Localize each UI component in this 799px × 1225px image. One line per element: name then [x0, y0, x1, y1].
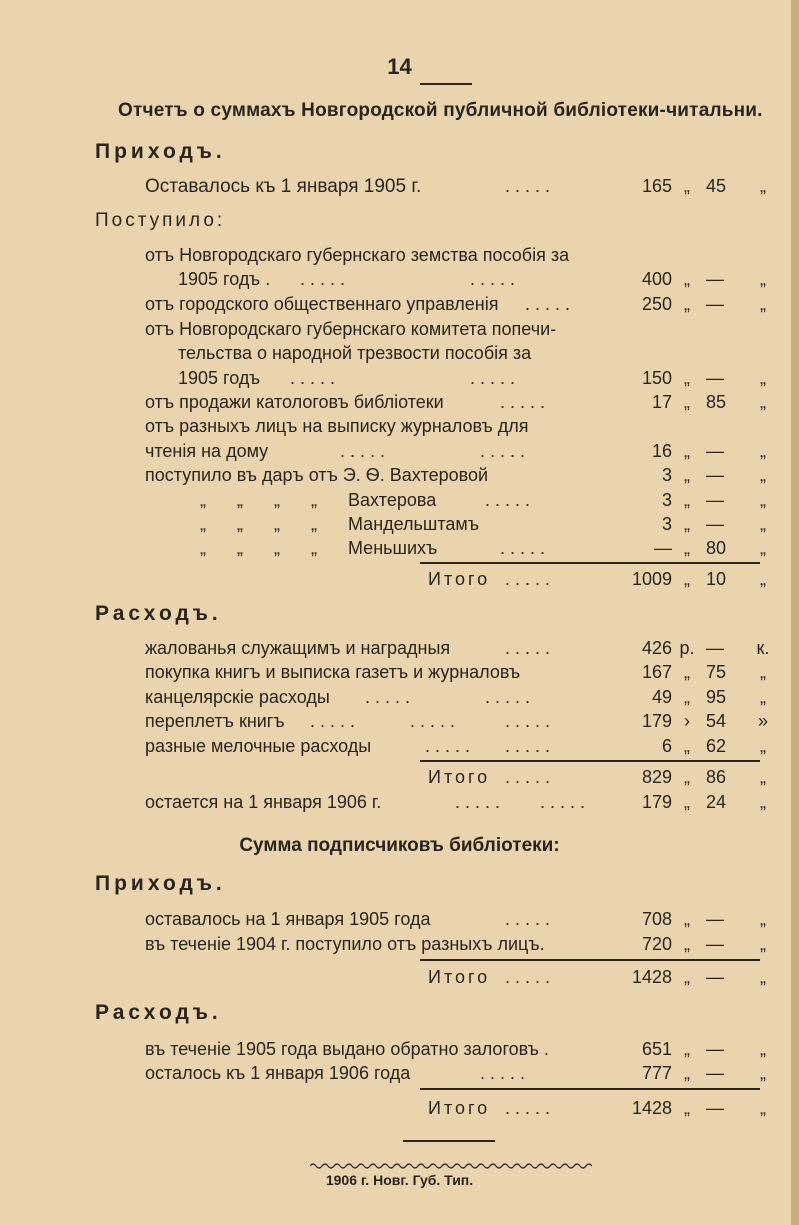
amount-kopecks: 75: [706, 662, 727, 682]
leader-dots: .....: [425, 736, 476, 756]
leader-dots: .....: [480, 441, 531, 461]
total-rubles: 1009: [631, 569, 672, 589]
amount-kopecks: —: [706, 269, 724, 289]
amount-rubles: 400: [641, 269, 672, 289]
ditto-mark: „: [760, 569, 766, 589]
ditto-mark: „: [684, 792, 690, 812]
leader-dots: .....: [505, 176, 556, 196]
total-rule: [420, 760, 760, 762]
leader-dots: .....: [505, 736, 556, 756]
amount-rubles: 426: [641, 638, 672, 658]
ditto-mark: „: [760, 514, 766, 534]
ditto-mark: „: [760, 736, 766, 756]
ditto-mark: „: [760, 934, 766, 954]
ditto-mark: „: [684, 1098, 690, 1118]
kopeck-mark: к.: [756, 638, 770, 658]
report-title: Отчетъ о суммахъ Новгородской публичной библіотеки-читальни.: [118, 100, 763, 121]
item-line: чтенія на дому: [145, 441, 269, 461]
amount-rubles: 250: [641, 294, 672, 314]
balance-label: остается на 1 января 1906 г.: [145, 792, 382, 812]
income-label: въ теченіе 1904 г. поступило отъ разныхъ лицъ.: [145, 934, 545, 954]
total-kopecks: —: [706, 1098, 724, 1118]
leader-dots: .....: [340, 441, 391, 461]
leader-dots: .....: [500, 392, 551, 412]
amount-kopecks: —: [706, 465, 724, 485]
amount-kopecks: —: [706, 490, 724, 510]
total-rubles: 1428: [631, 967, 672, 987]
ditto-mark: „: [684, 967, 690, 987]
ditto-mark: „: [684, 909, 690, 929]
ditto-mark: „: [684, 392, 690, 412]
total-label: Итого: [428, 967, 491, 987]
amount-kopecks: 95: [706, 687, 727, 707]
total-rule: [420, 959, 760, 961]
total-kopecks: 10: [706, 569, 727, 589]
expense-label: канцелярскіе расходы: [145, 687, 330, 707]
ditto-mark: „: [684, 269, 690, 289]
ditto-mark: „: [760, 1039, 766, 1059]
item-line: „ „ „ „ Меньшихъ: [200, 538, 438, 558]
total-rule: [420, 1088, 760, 1090]
ditto-mark: „: [684, 736, 690, 756]
expense-total-label: Итого: [428, 1098, 491, 1118]
expense-label: переплетъ книгъ: [145, 711, 285, 731]
total-kopecks: 86: [706, 767, 727, 787]
closing-rule: [403, 1140, 495, 1142]
ditto-mark: „: [760, 767, 766, 787]
expense-total-label: Итого: [428, 767, 491, 787]
ditto-mark: „: [760, 538, 766, 558]
amount-rubles: 708: [641, 909, 672, 929]
leader-dots: .....: [365, 687, 416, 707]
item-line: поступило въ даръ отъ Э. Ѳ. Вахтеровой: [145, 465, 489, 485]
page-number-rule: [420, 83, 472, 85]
ditto-mark: „: [760, 909, 766, 929]
mark: ›: [684, 711, 690, 731]
amount-kopecks: 54: [706, 711, 727, 731]
amount-rubles: 179: [641, 711, 672, 731]
ditto-mark: „: [684, 294, 690, 314]
leader-dots: .....: [470, 269, 521, 289]
leader-dots: .....: [500, 538, 551, 558]
ditto-mark: „: [760, 967, 766, 987]
amount-kopecks: —: [706, 638, 724, 658]
item-line: отъ Новгородскаго губернскаго комитета попечи-: [145, 319, 557, 339]
amount-rubles: 6: [661, 736, 672, 756]
item-line: тельства о народной трезвости пособія за: [178, 343, 532, 363]
ditto-mark: „: [760, 792, 766, 812]
amount-rubles: 17: [651, 392, 672, 412]
page-number: 14: [387, 54, 412, 79]
leader-dots: .....: [505, 1098, 556, 1118]
printer-imprint: 1906 г. Новг. Губ. Тип.: [325, 1172, 474, 1188]
ditto-mark: „: [684, 490, 690, 510]
ruble-mark: р.: [679, 638, 695, 658]
ditto-mark: „: [684, 441, 690, 461]
leader-dots: .....: [525, 294, 576, 314]
mark: »: [757, 711, 768, 731]
ditto-mark: „: [760, 176, 766, 196]
income-heading: Приходъ.: [95, 872, 226, 895]
ditto-mark: „: [684, 569, 690, 589]
ditto-mark: „: [760, 662, 766, 682]
ditto-mark: „: [760, 269, 766, 289]
expense-heading: Расходъ.: [95, 1001, 222, 1024]
total-rule: [420, 562, 760, 564]
ditto-mark: „: [760, 368, 766, 388]
ditto-mark: „: [760, 1063, 766, 1083]
leader-dots: .....: [290, 368, 341, 388]
amount-kopecks: 62: [706, 736, 727, 756]
amount-kopecks: —: [706, 294, 724, 314]
leader-dots: .....: [410, 711, 461, 731]
amount-rubles: 3: [661, 490, 672, 510]
item-line: „ „ „ „ Вахтерова: [200, 490, 437, 510]
leader-dots: .....: [470, 368, 521, 388]
ditto-mark: „: [684, 767, 690, 787]
leader-dots: .....: [480, 1063, 531, 1083]
item-line: „ „ „ „ Мандельштамъ: [200, 514, 480, 534]
amount-rubles: 777: [641, 1063, 672, 1083]
received-heading: Поступило:: [95, 210, 226, 231]
item-line: 1905 годъ .: [178, 269, 271, 289]
leader-dots: .....: [540, 792, 591, 812]
remaining-label: Оставалось къ 1 января 1905 г.: [145, 176, 422, 197]
ditto-mark: „: [684, 662, 690, 682]
ditto-mark: „: [684, 465, 690, 485]
amount-kopecks: 45: [706, 176, 727, 196]
amount-rubles: 167: [641, 662, 672, 682]
ditto-mark: „: [684, 514, 690, 534]
amount-kopecks: —: [706, 1063, 724, 1083]
ditto-mark: „: [684, 368, 690, 388]
subscribers-title: Сумма подписчиковъ библіотеки:: [239, 835, 560, 856]
amount-rubles: 3: [661, 514, 672, 534]
ditto-mark: „: [684, 176, 690, 196]
ditto-mark: „: [684, 687, 690, 707]
leader-dots: .....: [505, 767, 556, 787]
amount-kopecks: —: [706, 1039, 724, 1059]
amount-rubles: 49: [651, 687, 672, 707]
amount-rubles: 3: [661, 465, 672, 485]
amount-kopecks: 85: [706, 392, 727, 412]
leader-dots: .....: [310, 711, 361, 731]
item-line: отъ продажи катологовъ библіотеки: [145, 392, 444, 412]
item-line: 1905 годъ: [178, 368, 261, 388]
expense-label: въ теченіе 1905 года выдано обратно залоговъ .: [145, 1039, 549, 1059]
total-label: Итого: [428, 569, 491, 589]
leader-dots: .....: [485, 490, 536, 510]
amount-kopecks: —: [706, 368, 724, 388]
leader-dots: .....: [505, 638, 556, 658]
ditto-mark: „: [760, 1098, 766, 1118]
ditto-mark: „: [684, 1063, 690, 1083]
item-line: отъ разныхъ лицъ на выписку журналовъ для: [145, 416, 529, 436]
amount-rubles: —: [654, 538, 672, 558]
leader-dots: .....: [505, 711, 556, 731]
ditto-mark: „: [760, 441, 766, 461]
leader-dots: .....: [505, 569, 556, 589]
ditto-mark: „: [684, 1039, 690, 1059]
income-heading: Приходъ.: [95, 140, 226, 163]
total-rubles: 1428: [631, 1098, 672, 1118]
ditto-mark: „: [760, 687, 766, 707]
ditto-mark: „: [684, 934, 690, 954]
expense-label: покупка книгъ и выписка газетъ и журналовъ: [145, 662, 521, 682]
ditto-mark: „: [760, 490, 766, 510]
expense-heading: Расходъ.: [95, 602, 222, 625]
income-label: оставалось на 1 января 1905 года: [145, 909, 431, 929]
amount-kopecks: —: [706, 514, 724, 534]
amount-rubles: 720: [641, 934, 672, 954]
leader-dots: .....: [300, 269, 351, 289]
amount-rubles: 165: [641, 176, 672, 196]
amount-kopecks: 80: [706, 538, 727, 558]
balance-kopecks: 24: [706, 792, 727, 812]
expense-label: разные мелочные расходы: [145, 736, 372, 756]
balance-rubles: 179: [641, 792, 672, 812]
item-line: отъ городского общественнаго управленія: [145, 294, 499, 314]
ornamental-wavy-rule: [310, 1162, 592, 1170]
ditto-mark: „: [760, 294, 766, 314]
leader-dots: .....: [505, 967, 556, 987]
amount-rubles: 16: [651, 441, 672, 461]
amount-kopecks: —: [706, 934, 724, 954]
ditto-mark: „: [760, 465, 766, 485]
amount-kopecks: —: [706, 909, 724, 929]
leader-dots: .....: [505, 909, 556, 929]
ditto-mark: „: [684, 538, 690, 558]
amount-kopecks: —: [706, 441, 724, 461]
page-edge: [791, 0, 799, 1225]
amount-rubles: 651: [641, 1039, 672, 1059]
total-kopecks: —: [706, 967, 724, 987]
leader-dots: .....: [455, 792, 506, 812]
total-rubles: 829: [641, 767, 672, 787]
amount-rubles: 150: [641, 368, 672, 388]
ditto-mark: „: [760, 392, 766, 412]
expense-label: осталось къ 1 января 1906 года: [145, 1063, 411, 1083]
item-line: отъ Новгородскаго губернскаго земства пособія за: [145, 245, 570, 265]
leader-dots: .....: [485, 687, 536, 707]
expense-label: жалованья служащимъ и наградныя: [145, 638, 451, 658]
